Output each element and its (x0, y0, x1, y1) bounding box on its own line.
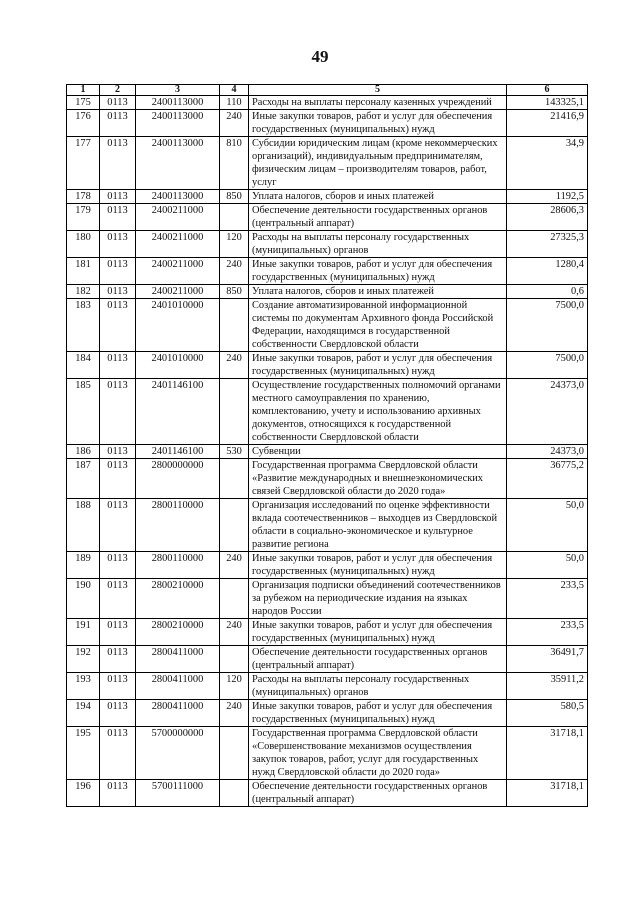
table-row (67, 459, 588, 499)
table-row (67, 299, 588, 352)
expense-type-cell (220, 579, 249, 619)
target-article-cell: 2800411000 (136, 700, 220, 727)
section-code-cell: 0113 (100, 579, 136, 619)
table-row (67, 110, 588, 137)
row-number-cell: 195 (67, 727, 100, 780)
row-number-cell: 188 (67, 499, 100, 552)
target-article-cell: 2800000000 (136, 459, 220, 499)
expense-type-cell: 850 (220, 285, 249, 299)
amount-cell: 31718,1 (507, 780, 588, 807)
column-header: 1 (67, 85, 100, 96)
target-article-cell: 2401146100 (136, 379, 220, 445)
row-number-cell: 184 (67, 352, 100, 379)
table-row (67, 646, 588, 673)
expense-type-cell: 240 (220, 700, 249, 727)
section-code-cell: 0113 (100, 137, 136, 190)
target-article-cell: 2400211000 (136, 231, 220, 258)
section-code-cell: 0113 (100, 646, 136, 673)
expense-type-cell: 240 (220, 552, 249, 579)
section-code-cell: 0113 (100, 204, 136, 231)
table-row (67, 619, 588, 646)
target-article-cell: 2800411000 (136, 646, 220, 673)
description-cell: Обеспечение деятельности государственных органов (центральный аппарат) (249, 646, 507, 673)
section-code-cell: 0113 (100, 673, 136, 700)
section-code-cell: 0113 (100, 379, 136, 445)
expense-type-cell: 110 (220, 96, 249, 110)
expense-type-cell (220, 299, 249, 352)
section-code-cell: 0113 (100, 499, 136, 552)
description-cell: Организация подписки объединений соотечественников за рубежом на периодические издания на языках народов России (249, 579, 507, 619)
section-code-cell: 0113 (100, 700, 136, 727)
section-code-cell: 0113 (100, 552, 136, 579)
amount-cell: 1192,5 (507, 190, 588, 204)
description-cell: Иные закупки товаров, работ и услуг для обеспечения государственных (муниципальных) нужд (249, 258, 507, 285)
row-number-cell: 177 (67, 137, 100, 190)
row-number-cell: 186 (67, 445, 100, 459)
expense-type-cell (220, 379, 249, 445)
row-number-cell: 189 (67, 552, 100, 579)
amount-cell: 1280,4 (507, 258, 588, 285)
amount-cell: 34,9 (507, 137, 588, 190)
amount-cell: 580,5 (507, 700, 588, 727)
row-number-cell: 181 (67, 258, 100, 285)
table-row (67, 579, 588, 619)
expense-type-cell: 120 (220, 673, 249, 700)
description-cell: Уплата налогов, сборов и иных платежей (249, 190, 507, 204)
expense-type-cell (220, 459, 249, 499)
column-header: 5 (249, 85, 507, 96)
column-header: 2 (100, 85, 136, 96)
description-cell: Создание автоматизированной информационной системы по документам Архивного фонда Российской Федерации, находящимся в государственной собственности Свердловской области (249, 299, 507, 352)
description-cell: Организация исследований по оценке эффективности вклада соотечественников – выходцев из Свердловской области в социально-экономическое и культурное развитие региона (249, 499, 507, 552)
section-code-cell: 0113 (100, 727, 136, 780)
row-number-cell: 176 (67, 110, 100, 137)
table-row (67, 445, 588, 459)
amount-cell: 7500,0 (507, 352, 588, 379)
target-article-cell: 2400113000 (136, 96, 220, 110)
table-row (67, 780, 588, 807)
section-code-cell: 0113 (100, 110, 136, 137)
description-cell: Иные закупки товаров, работ и услуг для обеспечения государственных (муниципальных) нужд (249, 700, 507, 727)
row-number-cell: 192 (67, 646, 100, 673)
expense-type-cell: 240 (220, 110, 249, 137)
section-code-cell: 0113 (100, 780, 136, 807)
column-header: 6 (507, 85, 588, 96)
description-cell: Осуществление государственных полномочий органами местного самоуправления по хранению, комплектованию, учету и использованию архивных документов, относящихся к государственной собственности Свердловской области (249, 379, 507, 445)
expense-type-cell (220, 646, 249, 673)
table-row (67, 352, 588, 379)
expense-type-cell: 240 (220, 619, 249, 646)
section-code-cell: 0113 (100, 619, 136, 646)
description-cell: Уплата налогов, сборов и иных платежей (249, 285, 507, 299)
amount-cell: 36491,7 (507, 646, 588, 673)
row-number-cell: 190 (67, 579, 100, 619)
row-number-cell: 178 (67, 190, 100, 204)
budget-table (66, 84, 588, 807)
description-cell: Расходы на выплаты персоналу государственных (муниципальных) органов (249, 673, 507, 700)
description-cell: Иные закупки товаров, работ и услуг для обеспечения государственных (муниципальных) нужд (249, 352, 507, 379)
expense-type-cell (220, 727, 249, 780)
description-cell: Субсидии юридическим лицам (кроме некоммерческих организаций), индивидуальным предпринимателям, физическим лицам – производителям товаров, работ, услуг (249, 137, 507, 190)
amount-cell: 233,5 (507, 579, 588, 619)
table-row (67, 190, 588, 204)
row-number-cell: 193 (67, 673, 100, 700)
target-article-cell: 5700111000 (136, 780, 220, 807)
target-article-cell: 2400113000 (136, 137, 220, 190)
amount-cell: 28606,3 (507, 204, 588, 231)
row-number-cell: 191 (67, 619, 100, 646)
amount-cell: 7500,0 (507, 299, 588, 352)
expense-type-cell: 120 (220, 231, 249, 258)
column-header: 3 (136, 85, 220, 96)
target-article-cell: 2401010000 (136, 299, 220, 352)
description-cell: Расходы на выплаты персоналу государственных (муниципальных) органов (249, 231, 507, 258)
row-number-cell: 179 (67, 204, 100, 231)
target-article-cell: 2400211000 (136, 258, 220, 285)
section-code-cell: 0113 (100, 285, 136, 299)
amount-cell: 24373,0 (507, 445, 588, 459)
table-body (67, 96, 588, 807)
description-cell: Расходы на выплаты персоналу казенных учреждений (249, 96, 507, 110)
section-code-cell: 0113 (100, 299, 136, 352)
table-row (67, 673, 588, 700)
expense-type-cell: 240 (220, 258, 249, 285)
target-article-cell: 2800411000 (136, 673, 220, 700)
expense-type-cell (220, 780, 249, 807)
table-row (67, 499, 588, 552)
description-cell: Государственная программа Свердловской области «Развитие международных и внешнеэкономических связей Свердловской области до 2020 года» (249, 459, 507, 499)
description-cell: Государственная программа Свердловской области «Совершенствование механизмов осуществления закупок товаров, работ, услуг для государственных нужд Свердловской области до 2020 года» (249, 727, 507, 780)
amount-cell: 233,5 (507, 619, 588, 646)
target-article-cell: 2400211000 (136, 285, 220, 299)
description-cell: Субвенции (249, 445, 507, 459)
amount-cell: 21416,9 (507, 110, 588, 137)
table-row (67, 700, 588, 727)
table-row (67, 727, 588, 780)
section-code-cell: 0113 (100, 445, 136, 459)
section-code-cell: 0113 (100, 231, 136, 258)
target-article-cell: 2800210000 (136, 579, 220, 619)
amount-cell: 50,0 (507, 499, 588, 552)
section-code-cell: 0113 (100, 96, 136, 110)
target-article-cell: 2400211000 (136, 204, 220, 231)
amount-cell: 0,6 (507, 285, 588, 299)
section-code-cell: 0113 (100, 258, 136, 285)
amount-cell: 35911,2 (507, 673, 588, 700)
expense-type-cell: 810 (220, 137, 249, 190)
amount-cell: 31718,1 (507, 727, 588, 780)
amount-cell: 50,0 (507, 552, 588, 579)
row-number-cell: 182 (67, 285, 100, 299)
amount-cell: 36775,2 (507, 459, 588, 499)
expense-type-cell (220, 204, 249, 231)
table-header (67, 85, 588, 96)
expense-type-cell: 530 (220, 445, 249, 459)
table-row (67, 379, 588, 445)
table-row (67, 137, 588, 190)
table-row (67, 285, 588, 299)
row-number-cell: 194 (67, 700, 100, 727)
target-article-cell: 5700000000 (136, 727, 220, 780)
section-code-cell: 0113 (100, 459, 136, 499)
expense-type-cell: 850 (220, 190, 249, 204)
description-cell: Иные закупки товаров, работ и услуг для обеспечения государственных (муниципальных) нужд (249, 110, 507, 137)
row-number-cell: 183 (67, 299, 100, 352)
page-number: 49 (311, 47, 329, 66)
table-row (67, 96, 588, 110)
target-article-cell: 2401010000 (136, 352, 220, 379)
table-row (67, 552, 588, 579)
table-row (67, 231, 588, 258)
section-code-cell: 0113 (100, 190, 136, 204)
target-article-cell: 2400113000 (136, 110, 220, 137)
target-article-cell: 2800110000 (136, 499, 220, 552)
table-row (67, 258, 588, 285)
target-article-cell: 2800110000 (136, 552, 220, 579)
expense-type-cell (220, 499, 249, 552)
table-row (67, 204, 588, 231)
row-number-cell: 185 (67, 379, 100, 445)
target-article-cell: 2401146100 (136, 445, 220, 459)
row-number-cell: 187 (67, 459, 100, 499)
expense-type-cell: 240 (220, 352, 249, 379)
description-cell: Обеспечение деятельности государственных органов (центральный аппарат) (249, 780, 507, 807)
row-number-cell: 196 (67, 780, 100, 807)
amount-cell: 24373,0 (507, 379, 588, 445)
description-cell: Иные закупки товаров, работ и услуг для обеспечения государственных (муниципальных) нужд (249, 619, 507, 646)
row-number-cell: 180 (67, 231, 100, 258)
description-cell: Иные закупки товаров, работ и услуг для обеспечения государственных (муниципальных) нужд (249, 552, 507, 579)
description-cell: Обеспечение деятельности государственных органов (центральный аппарат) (249, 204, 507, 231)
section-code-cell: 0113 (100, 352, 136, 379)
target-article-cell: 2400113000 (136, 190, 220, 204)
column-header: 4 (220, 85, 249, 96)
target-article-cell: 2800210000 (136, 619, 220, 646)
amount-cell: 27325,3 (507, 231, 588, 258)
amount-cell: 143325,1 (507, 96, 588, 110)
row-number-cell: 175 (67, 96, 100, 110)
